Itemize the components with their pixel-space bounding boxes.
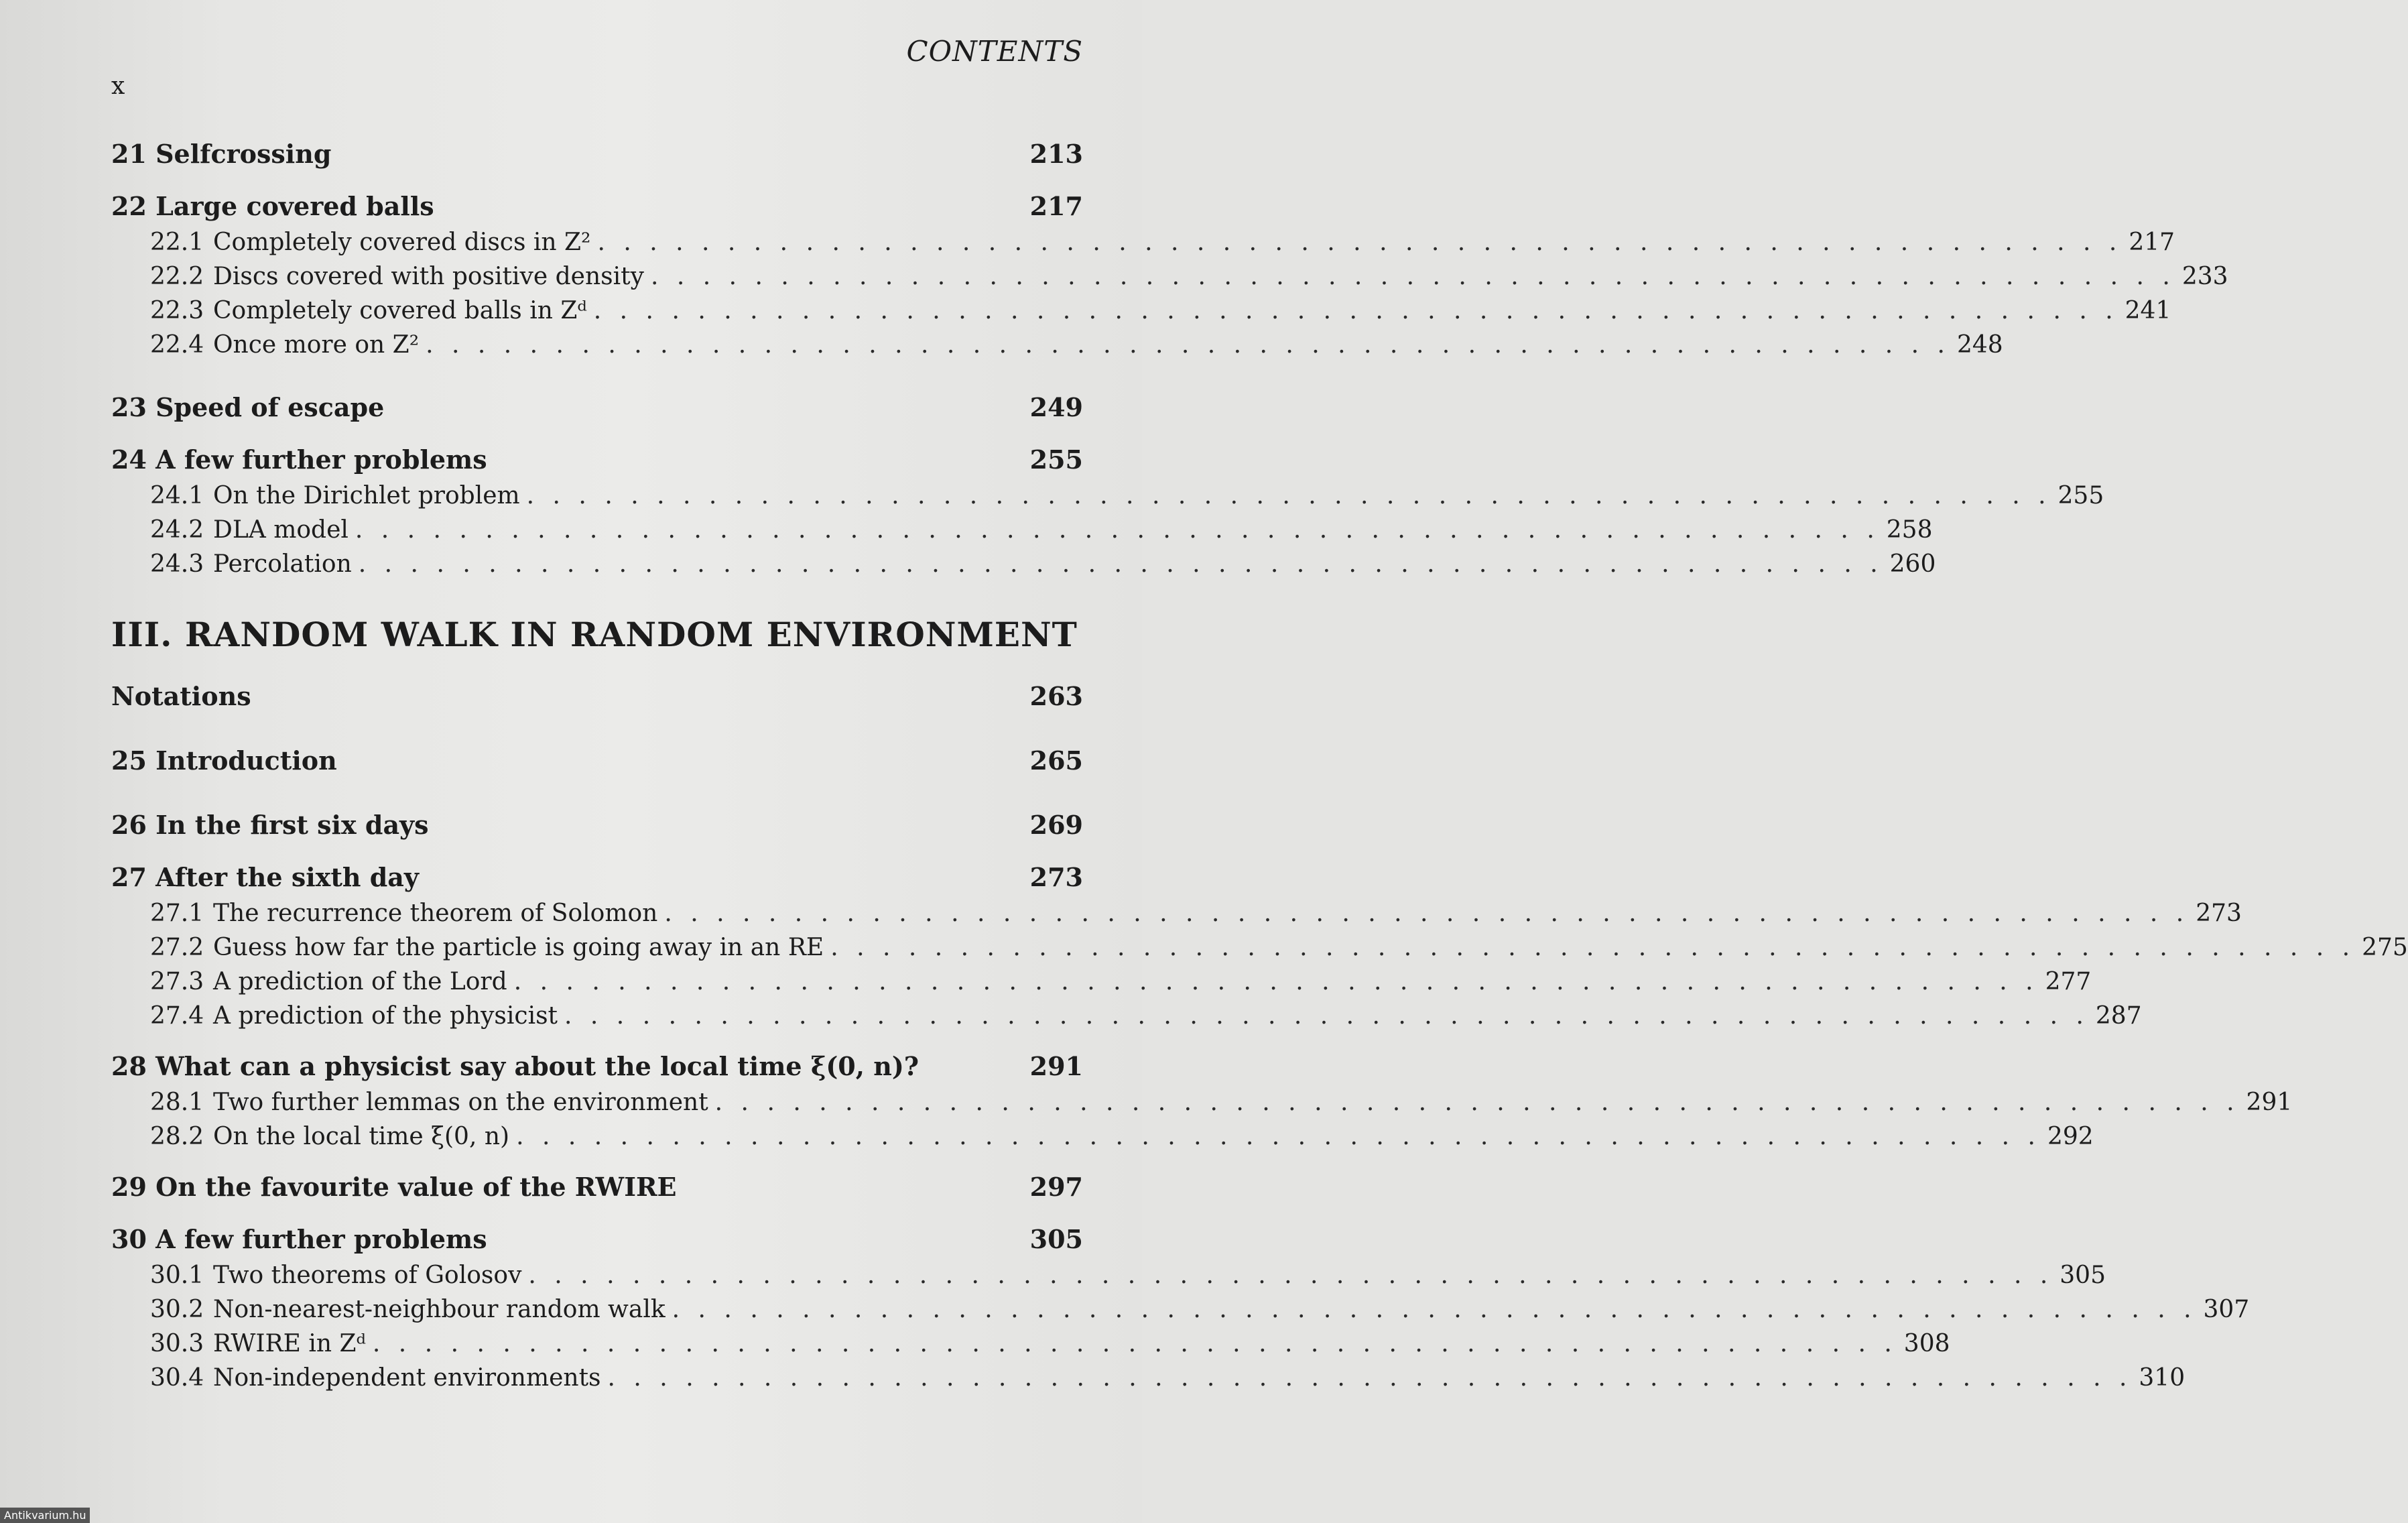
chapter-page: 273 [1029,862,1083,892]
section-page: 291 [2246,1089,2293,1116]
chapter-title: 24 A few further problems [111,444,487,475]
chapter-page: 305 [1029,1224,1083,1254]
chapter-title: 27 After the sixth day [111,862,420,892]
toc-chapter-25 [111,742,1083,780]
toc-section [111,1258,2106,1292]
chapter-page: 217 [1029,191,1083,221]
toc-chapter-22 [111,188,1083,225]
dot-leader: . . . . . . . . . . . . . . . . . . . . . . . . . . . . . . . . . . . . . . . . . . . . . . . . . . . . . . . . . . . [528,1262,2053,1289]
toc-chapter-30 [111,1221,1083,1258]
chapter-title: 25 Introduction [111,745,337,776]
section-page: 258 [1886,516,1933,544]
toc-section [111,999,2142,1033]
dot-leader: . . . . . . . . . . . . . . . . . . . . . . . . . . . . . . . . . . . . . . . . . . . . . . . . . . . . . . . . . . . [358,550,1883,578]
section-number: 30.4 [150,1364,204,1392]
section-page: 307 [2203,1296,2250,1323]
toc-section [111,294,2171,328]
section-number: 27.3 [150,968,204,995]
section-page: 260 [1889,550,1936,578]
section-number: 30.1 [150,1262,204,1289]
toc-section [111,479,2104,513]
toc-chapter-29 [111,1168,1083,1206]
chapter-title: 22 Large covered balls [111,191,434,221]
section-page: 310 [2139,1364,2185,1392]
running-head: CONTENTS [906,35,1083,68]
toc-section [111,1085,2293,1119]
dot-leader: . . . . . . . . . . . . . . . . . . . . . . . . . . . . . . . . . . . . . . . . . . . . . . . . . . . . . . . . . . . [355,516,1880,544]
toc-section [111,896,2242,930]
section-number: 28.2 [150,1123,204,1150]
part-heading: III. RANDOM WALK IN RANDOM ENVIRONMENT [111,615,1078,654]
section-title: The recurrence theorem of Solomon [213,900,658,927]
section-number: 22.1 [150,229,204,256]
section-title: Discs covered with positive density [213,263,644,290]
dot-leader: . . . . . . . . . . . . . . . . . . . . . . . . . . . . . . . . . . . . . . . . . . . . . . . . . . . . . . . . . . . [513,968,2039,995]
section-page: 273 [2196,900,2242,927]
toc-chapter-21 [111,135,1083,173]
watermark: Antikvarium.hu [0,1508,90,1523]
page-number: x [111,72,125,100]
section-page: 248 [1957,331,2003,359]
section-title: On the local time ξ(0, n) [213,1123,510,1150]
section-page: 217 [2129,229,2175,256]
dot-leader: . . . . . . . . . . . . . . . . . . . . . . . . . . . . . . . . . . . . . . . . . . . . . . . . . . . . . . . . . . . [597,229,2122,256]
toc-section [111,513,1933,547]
chapter-page: 255 [1029,444,1083,475]
chapter-page: 265 [1029,745,1083,776]
section-title: Non-independent environments [213,1364,601,1392]
section-title: Once more on Z² [213,331,420,359]
section-page: 292 [2047,1123,2094,1150]
toc-section [111,1327,1950,1361]
section-page: 287 [2095,1002,2142,1030]
section-title: RWIRE in Zᵈ [213,1330,366,1357]
section-number: 30.3 [150,1330,204,1357]
section-number: 22.4 [150,331,204,359]
chapter-title: 28 What can a physicist say about the local time ξ(0, n)? [111,1051,920,1081]
toc-section [111,259,2228,294]
toc-section [111,1292,2250,1327]
chapter-page: 297 [1029,1172,1083,1202]
section-number: 24.1 [150,482,204,509]
dot-leader: . . . . . . . . . . . . . . . . . . . . . . . . . . . . . . . . . . . . . . . . . . . . . . . . . . . . . . . . . . . [830,934,2356,961]
section-title: A prediction of the Lord [213,968,507,995]
section-title: Non-nearest-neighbour random walk [213,1296,666,1323]
toc-chapter-24 [111,441,1083,479]
section-title: Completely covered discs in Z² [213,229,591,256]
chapter-page: 291 [1029,1051,1083,1081]
dot-leader: . . . . . . . . . . . . . . . . . . . . . . . . . . . . . . . . . . . . . . . . . . . . . . . . . . . . . . . . . . . [426,331,1950,359]
section-page: 233 [2181,263,2228,290]
section-title: Percolation [213,550,352,578]
section-number: 22.3 [150,297,204,324]
toc-section [111,965,2092,999]
toc-section [111,1119,2094,1154]
section-title: Two theorems of Golosov [213,1262,522,1289]
section-number: 22.2 [150,263,204,290]
toc-section [111,328,2003,362]
chapter-title: Notations [111,681,251,711]
section-page: 277 [2045,968,2092,995]
chapter-title: 21 Selfcrossing [111,139,332,169]
chapter-page: 213 [1029,139,1083,169]
section-number: 28.1 [150,1089,204,1116]
section-page: 305 [2060,1262,2106,1289]
dot-leader: . . . . . . . . . . . . . . . . . . . . . . . . . . . . . . . . . . . . . . . . . . . . . . . . . . . . . . . . . . . [516,1123,2041,1150]
dot-leader: . . . . . . . . . . . . . . . . . . . . . . . . . . . . . . . . . . . . . . . . . . . . . . . . . . . . . . . . . . . [593,297,2118,324]
toc-section [111,547,1936,581]
toc-notations [111,678,1083,715]
chapter-title: 29 On the favourite value of the RWIRE [111,1172,677,1202]
dot-leader: . . . . . . . . . . . . . . . . . . . . . . . . . . . . . . . . . . . . . . . . . . . . . . . . . . . . . . . . . . . [372,1330,1897,1357]
dot-leader: . . . . . . . . . . . . . . . . . . . . . . . . . . . . . . . . . . . . . . . . . . . . . . . . . . . . . . . . . . . [672,1296,2197,1323]
section-page: 275 [2362,934,2408,961]
section-title: DLA model [213,516,348,544]
toc-section [111,930,2408,965]
dot-leader: . . . . . . . . . . . . . . . . . . . . . . . . . . . . . . . . . . . . . . . . . . . . . . . . . . . . . . . . . . . [714,1089,2240,1116]
section-title: Completely covered balls in Zᵈ [213,297,587,324]
section-number: 24.2 [150,516,204,544]
section-number: 27.2 [150,934,204,961]
dot-leader: . . . . . . . . . . . . . . . . . . . . . . . . . . . . . . . . . . . . . . . . . . . . . . . . . . . . . . . . . . . [607,1364,2133,1392]
dot-leader: . . . . . . . . . . . . . . . . . . . . . . . . . . . . . . . . . . . . . . . . . . . . . . . . . . . . . . . . . . . [564,1002,2089,1030]
chapter-title: 26 In the first six days [111,810,429,840]
section-number: 27.1 [150,900,204,927]
toc-section [111,225,2175,259]
section-title: Guess how far the particle is going away in an RE [213,934,824,961]
toc-chapter-26 [111,806,1083,844]
section-number: 24.3 [150,550,204,578]
section-page: 241 [2125,297,2171,324]
toc-chapter-27 [111,859,1083,896]
section-page: 308 [1903,1330,1950,1357]
section-number: 30.2 [150,1296,204,1323]
section-title: Two further lemmas on the environment [213,1089,708,1116]
table-of-contents [111,121,2408,1395]
dot-leader: . . . . . . . . . . . . . . . . . . . . . . . . . . . . . . . . . . . . . . . . . . . . . . . . . . . . . . . . . . . [650,263,2175,290]
section-number: 27.4 [150,1002,204,1030]
section-title: A prediction of the physicist [213,1002,558,1030]
dot-leader: . . . . . . . . . . . . . . . . . . . . . . . . . . . . . . . . . . . . . . . . . . . . . . . . . . . . . . . . . . . [526,482,2051,509]
chapter-page: 263 [1029,681,1083,711]
chapter-page: 269 [1029,810,1083,840]
toc-chapter-28 [111,1048,1083,1085]
section-page: 255 [2057,482,2104,509]
chapter-title: 23 Speed of escape [111,392,385,422]
dot-leader: . . . . . . . . . . . . . . . . . . . . . . . . . . . . . . . . . . . . . . . . . . . . . . . . . . . . . . . . . . . [664,900,2190,927]
toc-section [111,1361,2185,1395]
chapter-title: 30 A few further problems [111,1224,487,1254]
toc-chapter-23 [111,389,1083,426]
chapter-page: 249 [1029,392,1083,422]
section-title: On the Dirichlet problem [213,482,520,509]
